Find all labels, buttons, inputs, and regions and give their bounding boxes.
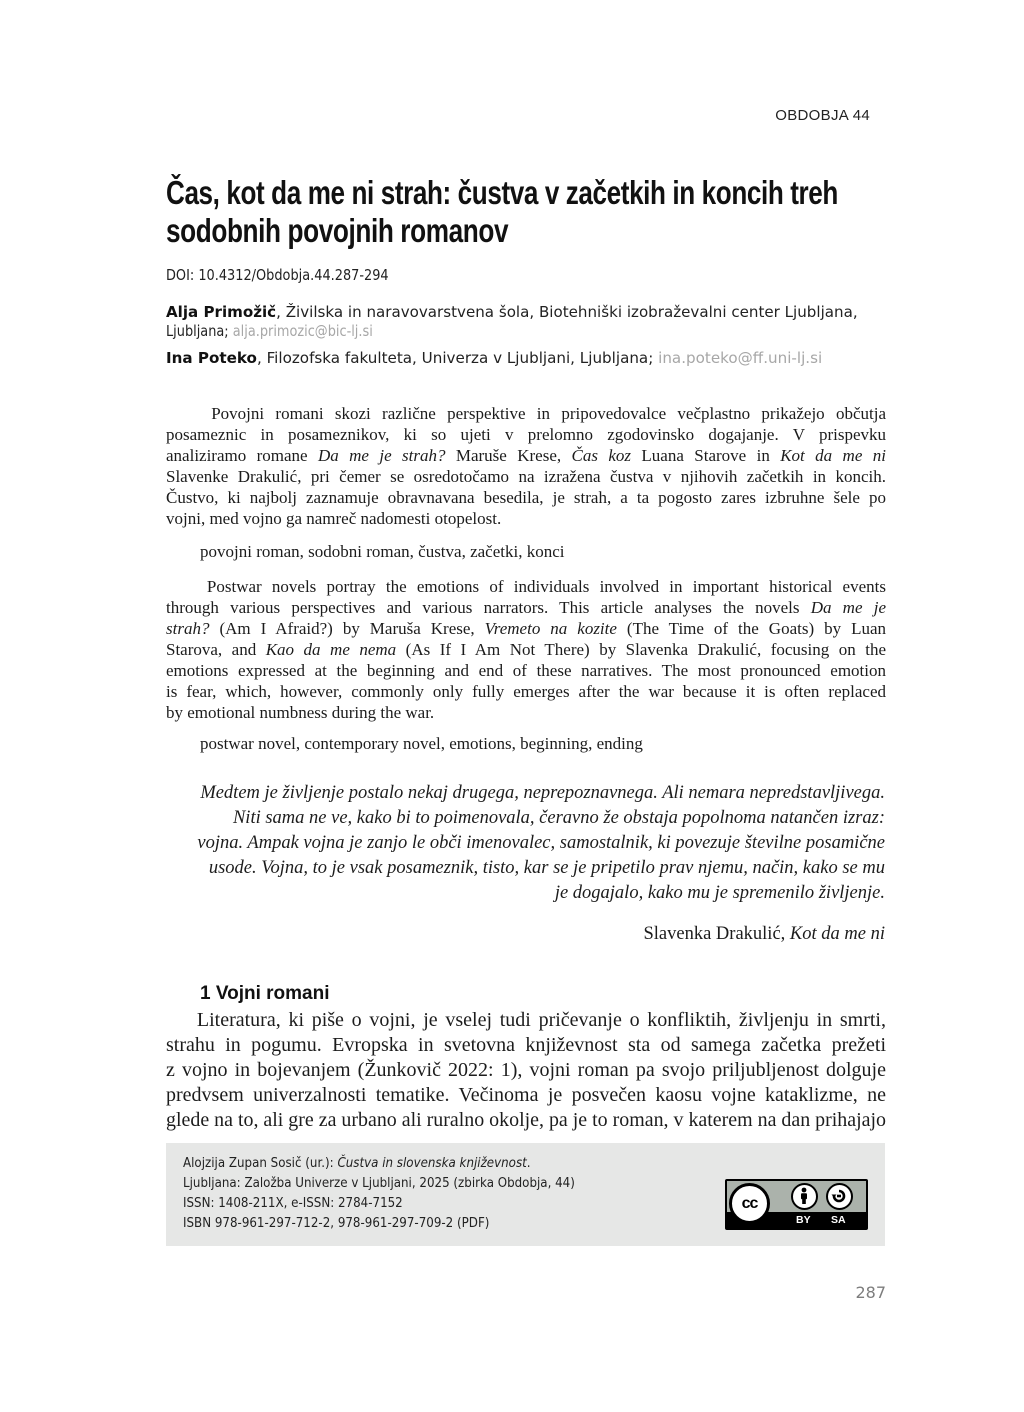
section-1-body-line [166, 1058, 886, 1083]
text-segment: by emotional numbness during the war. [166, 703, 435, 722]
abstract-english-line [166, 639, 886, 660]
book-title: Da me je [810, 598, 886, 617]
text-segment: Čustvo, ki najbolj zaznamuje obravnavana besedila, je strah, a ta pogosto zares izbruhne šele po [166, 488, 886, 507]
epigraph-line: usode. Vojna, to je vsak posameznik, tisto, kar se je pripetilo prav njemu, način, kako se mu [208, 858, 885, 878]
author-1-affiliation-text: , Živilska in naravovarstvena šola, Biotehniški izobraževalni center Ljubljana, [276, 303, 858, 321]
footer-editor: Alojzija Zupan Sosič (ur.): [183, 1155, 338, 1171]
epigraph-line: vojna. Ampak vojna je zanjo le obči imenovalec, samostalnik, ki povezuje številne posamične [197, 833, 885, 853]
author-1-affiliation-cont [166, 322, 373, 340]
cc-by-sa-icon[interactable] [725, 1179, 868, 1230]
footer-isbn: ISBN 978-961-297-712-2, 978-961-297-709-2 (PDF) [183, 1215, 490, 1231]
author-1-city: Ljubljana; [166, 322, 233, 340]
abstract-english-line [166, 618, 886, 639]
cc-text: cc [741, 1194, 758, 1212]
text-segment: Povojni romani skozi različne perspektive in pripovedovalce večplastno prikažejo občutja [166, 404, 886, 423]
article-title-line-1: Čas, kot da me ni strah: čustva v začetkih in koncih treh [166, 174, 838, 211]
author-2-affiliation-text: , Filozofska fakulteta, Univerza v Ljubljani, Ljubljana; [256, 349, 659, 367]
epigraph-source-title: Kot da me ni [789, 924, 885, 944]
footer-issn: ISSN: 1408-211X, e-ISSN: 2784-7152 [183, 1195, 403, 1211]
book-title: strah? [166, 619, 210, 638]
text-segment: emotions expressed at the beginning and end of these narratives. The most pronounced emotion [166, 661, 886, 680]
abstract-english-line [166, 660, 886, 681]
text-segment: Starova, and [166, 640, 266, 659]
author-2-email-link[interactable]: ina.poteko@ff.uni-lj.si [658, 349, 823, 367]
footer-book-title: Čustva in slovenska književnost [337, 1155, 527, 1171]
book-title: Čas koz [571, 446, 632, 465]
text-segment: z vojno in bojevanjem (Žunkovič 2022: 1), vojni roman pa svojo priljubljenost dolguje [166, 1059, 886, 1081]
share-alike-icon [826, 1183, 853, 1210]
abstract-slovene-line [166, 508, 886, 529]
author-1-email-link[interactable]: alja.primozic@bic-lj.si [232, 322, 373, 340]
author-2-name: Ina Poteko [166, 349, 257, 367]
attribution-person-icon [791, 1183, 818, 1210]
abstract-slovene-line [166, 466, 886, 487]
section-1-body-line [166, 1083, 886, 1108]
text-segment: Slavenke Drakulić, pri čemer se osredotočamo na izražena čustva v njihovih začetkih in koncih. [166, 467, 886, 486]
abstract-slovene-line [166, 403, 886, 424]
cc-sa-label: SA [831, 1214, 846, 1226]
cc-logo-icon [729, 1183, 770, 1224]
text-segment: (Am I Afraid?) by Maruša Krese, [209, 619, 485, 638]
footer-editor-line [183, 1155, 531, 1171]
epigraph-attribution [166, 922, 885, 947]
keywords-slovene: povojni roman, sodobni roman, čustva, začetki, konci [200, 542, 565, 561]
text-segment: (As If I Am Not There) by Slavenka Drakulić, focusing on the [396, 640, 886, 659]
section-heading: 1 Vojni romani [200, 983, 330, 1004]
book-title: Da me je strah? [317, 446, 446, 465]
book-title: Kot da me ni [780, 446, 886, 465]
doi[interactable]: DOI: 10.4312/Obdobja.44.287-294 [166, 266, 389, 284]
text-segment: analiziramo romane [166, 446, 318, 465]
section-1-body-line [166, 1008, 886, 1033]
abstract-english-line [166, 597, 886, 618]
abstract-english-line [166, 576, 886, 597]
text-segment: glede na to, ali gre za urbano ali ruralno okolje, pa je to roman, v katerem na dan prihajajo [166, 1109, 886, 1131]
section-1-body-line [166, 1033, 886, 1058]
page-number: 287 [855, 1283, 886, 1302]
text-segment: is fear, which, however, commonly only fully emerges after the war because it is often replaced [166, 682, 886, 701]
keywords-english: postwar novel, contemporary novel, emotions, beginning, ending [200, 734, 643, 753]
abstract-english-line [166, 681, 886, 702]
article-title-line-2: sodobnih povojnih romanov [166, 212, 509, 249]
text-segment: strahu in pogumu. Evropska in svetovna književnost sta od samega začetka prežeti [166, 1034, 886, 1056]
epigraph-author: Slavenka Drakulić, [643, 924, 790, 944]
author-1-affiliation [166, 303, 858, 321]
abstract-slovene-line [166, 424, 886, 445]
text-segment: Luana Starove in [631, 446, 781, 465]
section-1-body-line [166, 1108, 886, 1133]
book-title: Vremeto na kozite [484, 619, 617, 638]
text-segment: posameznic in posameznikov, ki so ujeti v prelomno zgodovinsko dogajanje. V prispevku [166, 425, 886, 444]
cc-by-label: BY [796, 1214, 811, 1226]
footer-publisher: Ljubljana: Založba Univerze v Ljubljani, 2025 (zbirka Obdobja, 44) [183, 1175, 575, 1191]
text-segment: (The Time of the Goats) by Luan [616, 619, 886, 638]
epigraph-line: Niti sama ne ve, kako bi to poimenovala, čeravno že obstaja popolnoma natančen izraz: [232, 808, 885, 828]
text-segment: through various perspectives and various narrators. This article analyses the novels [166, 598, 811, 617]
epigraph-line: je dogajalo, kako mu je spremenilo življenje. [554, 883, 885, 903]
text-segment: predvsem univerzalnosti tematike. Večinoma je posvečen kaosu vojne kataklizme, ne [166, 1084, 886, 1106]
abstract-english-line [166, 702, 886, 723]
epigraph-line: Medtem je življenje postalo nekaj drugega, neprepoznavnega. Ali nemara nepredstavljivega. [200, 783, 885, 803]
abstract-slovene-line [166, 445, 886, 466]
text-segment: Maruše Krese, [445, 446, 572, 465]
author-2-affiliation [166, 349, 822, 367]
book-title: Kao da me nema [265, 640, 397, 659]
footer-period: . [526, 1155, 531, 1171]
text-segment: Literatura, ki piše o vojni, je vselej tudi pričevanje o konfliktih, življenju in smrti, [166, 1009, 886, 1031]
text-segment: Postwar novels portray the emotions of individuals involved in important historical events [166, 577, 886, 596]
author-1-name: Alja Primožič [166, 303, 277, 321]
abstract-slovene-line [166, 487, 886, 508]
journal-running-header: OBDOBJA 44 [775, 107, 870, 124]
text-segment: vojni, med vojno ga namreč nadomesti otopelost. [166, 509, 502, 528]
